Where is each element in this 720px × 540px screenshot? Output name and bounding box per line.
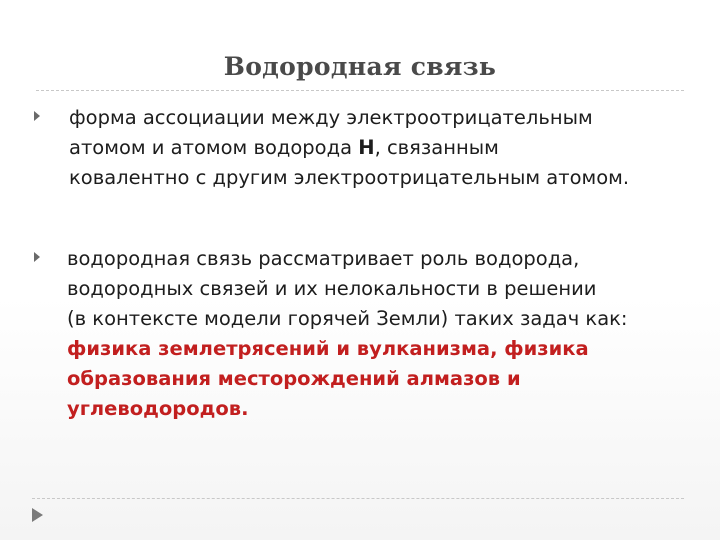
triangle-right-icon	[34, 252, 40, 262]
bullet-1-line-1: форма ассоциации между электроотрицательным	[69, 106, 593, 129]
bullet-text-1	[69, 103, 629, 193]
hydrogen-symbol: H	[358, 136, 375, 159]
slide-title: Водородная связь	[223, 52, 497, 81]
triangle-right-icon	[34, 111, 40, 121]
highlight-line-3: углеводородов.	[67, 397, 249, 420]
bullet-1-line-3: ковалентно с другим электроотрицательным атомом.	[69, 166, 630, 189]
bullet-text-2	[67, 244, 628, 424]
highlight-line-2: образования месторождений алмазов и	[67, 367, 521, 390]
bullet-item-2	[34, 244, 674, 424]
bullet-item-1	[34, 103, 674, 193]
highlight-line-1: физика землетрясений и вулканизма, физика	[67, 337, 589, 360]
bullet-1-line-2: атомом и атомом водорода	[69, 136, 359, 159]
bullet-2-line-3: (в контексте модели горячей Земли) таких задач как:	[67, 307, 628, 330]
title-divider	[36, 90, 684, 91]
bullet-1-line-2-end: , связанным	[374, 136, 499, 159]
footer-divider	[32, 498, 684, 499]
play-forward-icon[interactable]	[31, 508, 44, 522]
bullet-2-line-2: водородных связей и их нелокальности в решении	[67, 277, 597, 300]
bullet-2-line-1: водородная связь рассматривает роль водорода,	[67, 247, 580, 270]
